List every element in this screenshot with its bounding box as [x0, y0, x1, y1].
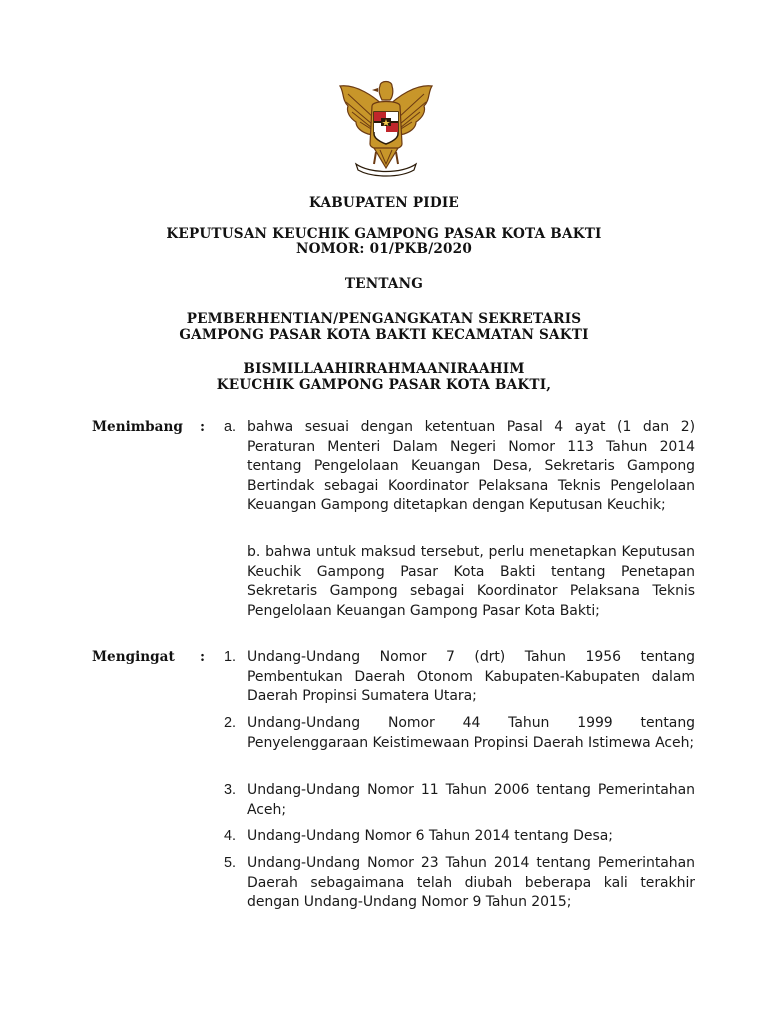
menimbang-label: Menimbang — [92, 419, 183, 435]
menimbang-item-b: b. bahwa untuk maksud tersebut, perlu menetapkan Keputusan Keuchik Gampong Pasar Kota Bakti tentang Penetapan Sekretaris Gampong sebagai Koordinator Pelaksana Teknis Pengelolaan Keuangan Gampong Pasar Kota Bakti; — [247, 544, 695, 619]
mengingat-item-2: Undang-Undang Nomor 44 Tahun 1999 tentang Penyelenggaraan Keistimewaan Propinsi Daerah Istimewa Aceh; — [247, 715, 695, 751]
mengingat-marker-1: 1. — [223, 649, 236, 665]
mengingat-marker-5: 5. — [223, 855, 236, 871]
decree-number: NOMOR: 01/PKB/2020 — [295, 241, 472, 257]
menimbang-marker-a: a. — [223, 419, 236, 435]
mengingat-label: Mengingat — [92, 649, 175, 665]
mengingat-colon: : — [200, 649, 206, 665]
decree-title: KEPUTUSAN KEUCHIK GAMPONG PASAR KOTA BAKTI — [166, 226, 602, 242]
about-heading: TENTANG — [344, 276, 424, 292]
mengingat-item-3: Undang-Undang Nomor 11 Tahun 2006 tentang Pemerintahan Aceh; — [247, 782, 695, 818]
subject-line-1: PEMBERHENTIAN/PENGANGKATAN SEKRETARIS — [186, 311, 582, 327]
subject-line-2: GAMPONG PASAR KOTA BAKTI KECAMATAN SAKTI — [179, 327, 589, 343]
mengingat-marker-2: 2. — [223, 715, 236, 731]
mengingat-item-4: Undang-Undang Nomor 6 Tahun 2014 tentang Desa; — [247, 828, 613, 844]
mengingat-marker-3: 3. — [223, 782, 236, 798]
mengingat-item-5: Undang-Undang Nomor 23 Tahun 2014 tentang Pemerintahan Daerah sebagaimana telah diubah beberapa kali terakhir dengan Undang-Undang Nomor 9 Tahun 2015; — [247, 855, 695, 911]
garuda-pancasila-emblem-icon — [334, 78, 438, 182]
mengingat-item-1: Undang-Undang Nomor 7 (drt) Tahun 1956 tentang Pembentukan Daerah Otonom Kabupaten-Kabupaten dalam Daerah Propinsi Sumatera Utara; — [247, 649, 695, 705]
mengingat-marker-4: 4. — [223, 828, 236, 844]
regency-title: KABUPATEN PIDIE — [309, 195, 459, 211]
menimbang-item-a: bahwa sesuai dengan ketentuan Pasal 4 ayat (1 dan 2) Peraturan Menteri Dalam Negeri Nomor 113 Tahun 2014 tentang Pengelolaan Keuangan Desa, Sekretaris Gampong Bertindak sebagai Koordinator Pelaksana Teknis Pengelolaan Keuangan Gampong ditetapkan dengan Keputusan Keuchik; — [247, 419, 695, 514]
opening-line-2: KEUCHIK GAMPONG PASAR KOTA BAKTI, — [216, 377, 552, 393]
menimbang-colon: : — [200, 419, 206, 435]
opening-line-1: BISMILLAAHIRRAHMAANIRAAHIM — [243, 361, 525, 377]
